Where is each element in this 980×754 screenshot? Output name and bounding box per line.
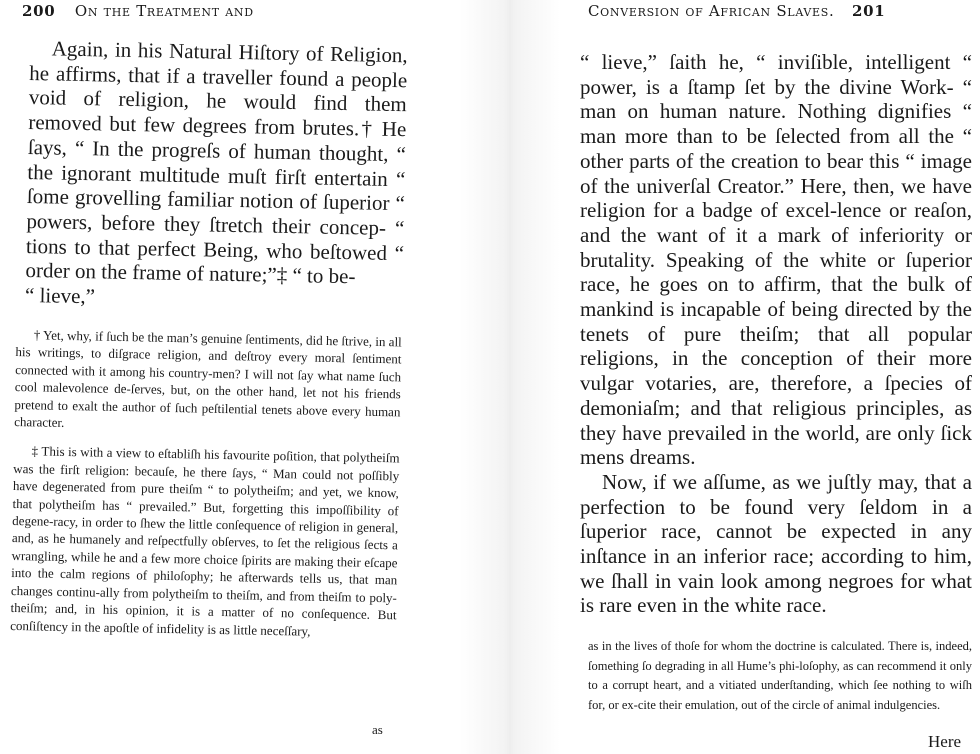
running-title: Conversion of African Slaves. (588, 2, 835, 20)
paragraph: Now, if we aſſume, as we juſtly may, that a perfection to be found very ſeldom in a ſuperior race, cannot be expected in any inſtance in an inferior race; according to him, we ſhall in vain look among negroes for what is rare even in the white race. (580, 469, 972, 618)
right-page (560, 0, 980, 754)
footnote-continuation: as in the lives of thoſe for whom the doctrine is calculated. There is, indeed, ſomething ſo degrading in all Hume’s phi-loſophy, as can recommend it only to a corrupt heart, and a vitiated underſtanding, which ſee nothing to wiſh for, or ex-cite their emulation, out of the circle of animal indulgencies. (588, 639, 972, 712)
footnotes (10, 326, 402, 641)
page-number: 201 (851, 2, 886, 20)
catchword: Here (928, 732, 962, 751)
running-title: On the Treatment and (74, 2, 254, 20)
main-text (25, 36, 408, 315)
footnote-dagger: † Yet, why, if ſuch be the man’s genuine ſentiments, did he ſtrive, in all his writings, to diſgrace religion, and deſtroy every moral ſentiment connected with it among his country-men? I will not ſay what name ſuch cool malevolence de-ſerves, but, on the other hand, let not his friends pretend to exalt the author of ſuch peſtilential tenets above every human character. (14, 327, 402, 430)
paragraph: Again, in his Natural Hiſtory of Religion, he affirms, that if a traveller found a people void of religion, he would find them removed but few degrees from brutes.† He ſays, “ In the progreſs of human thought, “ the ignorant multitude muſt firſt entertain “ ſome grovelling familiar notion of ſuperior “ powers, before they ſtretch their concep- “ tions to that perfect Being, who beſtowed “ order on the frame of nature;”‡ “ to be- (25, 36, 408, 289)
page-number: 200 (22, 2, 56, 20)
book-gutter (460, 0, 560, 754)
continuation-line: “ lieve,” (24, 282, 96, 309)
main-text (580, 50, 972, 618)
catchword: as (372, 722, 383, 737)
paragraph: “ lieve,” ſaith he, “ inviſible, intelligent “ power, is a ſtamp ſet by the divine Work- “ man on human nature. Nothing dignifies “ man more than to be ſelected from all the “ other parts of the creation to bear this “ image of the univerſal Creator.” Here, then, we have religion for a badge of excel-lence or reaſon, and the want of it a mark of inferiority or brutality. Speaking of the white or ſuperior race, he goes on to affirm, that the bulk of mankind is incapable of being directed by the tenets of pure theiſm; that all popular religions, in the conception of their more vulgar votaries, are, therefore, a ſpecies of demoniaſm; and that religious principles, as they have prevailed in the world, are only ſick mens dreams. (580, 50, 972, 470)
running-head (22, 2, 254, 20)
left-page (0, 0, 460, 754)
footnote-double-dagger: ‡ This is with a view to eſtabliſh his favourite poſition, that polytheiſm was the firſt religion: becauſe, he there ſays, “ Man could not poſſibly have degenerated from pure theiſm “ to polytheiſm; and yet, we know, that polytheiſm has “ prevailed.” But, forgetting this impoſſibility of degene-racy, in order to ſhew the little conſequence of religion in general, and, as he humanely and reſpectfully obſerves, to ſet the religious ſects a wrangling, while he and a few more choice ſpirits are making their eſcape into the calm regions of philoſophy; he afterwards tells us, that man changes continu-ally from polytheiſm to theiſm, and from theiſm to poly-theiſm; and, in his opinion, it is a matter of no conſequence. But conſiſtency in the apoſtle of infidelity is as little neceſſary, (10, 443, 400, 639)
footnotes (588, 637, 972, 715)
running-head (588, 2, 885, 20)
